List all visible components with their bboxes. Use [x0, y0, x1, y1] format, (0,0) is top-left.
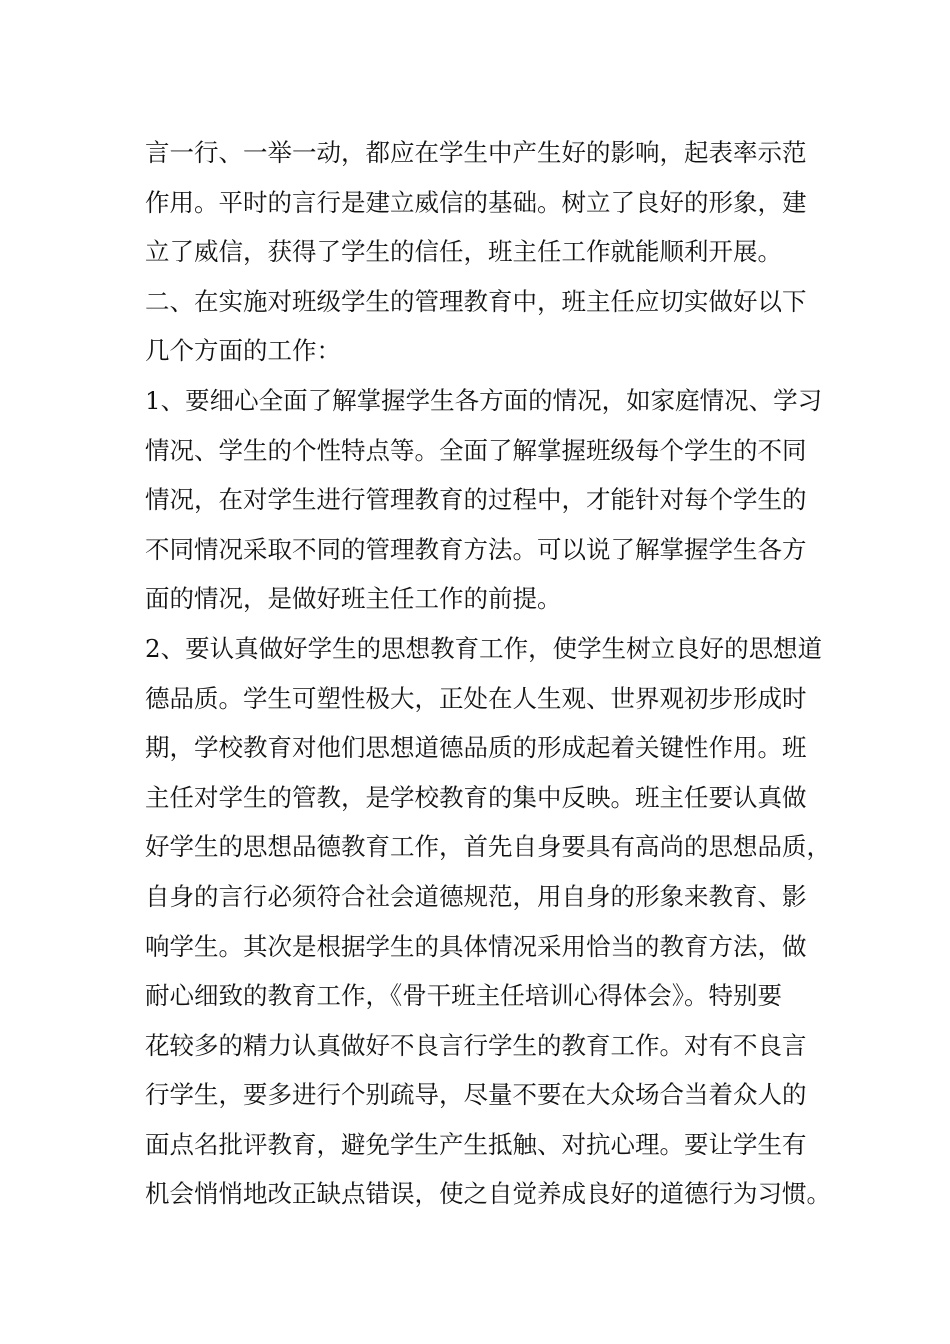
text-line: 二、在实施对班级学生的管理教育中，班主任应切实做好以下 [145, 286, 807, 316]
text-line: 耐心细致的教育工作，《骨干班主任培训心得体会》。特别要 [145, 981, 782, 1011]
text-line: 响学生。其次是根据学生的具体情况采用恰当的教育方法，做 [145, 931, 807, 961]
text-line: 面的情况，是做好班主任工作的前提。 [145, 584, 562, 614]
text-line: 花较多的精力认真做好不良言行学生的教育工作。对有不良言 [145, 1030, 807, 1060]
text-line: 好学生的思想品德教育工作，首先自身要具有高尚的思想品质， [145, 832, 831, 862]
text-line: 立了威信，获得了学生的信任，班主任工作就能顺利开展。 [145, 237, 782, 267]
document-body [145, 128, 831, 1219]
text-line: 面点名批评教育，避免学生产生抵触、对抗心理。要让学生有 [145, 1129, 807, 1159]
text-line: 作用。平时的言行是建立威信的基础。树立了良好的形象，建 [145, 187, 807, 217]
text-line: 几个方面的工作： [145, 336, 341, 366]
text-line: 自身的言行必须符合社会道德规范，用自身的形象来教育、影 [145, 881, 807, 911]
text-line: 不同情况采取不同的管理教育方法。可以说了解掌握学生各方 [145, 534, 807, 564]
text-line: 行学生，要多进行个别疏导，尽量不要在大众场合当着众人的 [145, 1080, 807, 1110]
text-line: 机会悄悄地改正缺点错误，使之自觉养成良好的道德行为习惯。 [145, 1179, 831, 1209]
text-line: 情况，在对学生进行管理教育的过程中，才能针对每个学生的 [145, 485, 807, 515]
text-line: 主任对学生的管教，是学校教育的集中反映。班主任要认真做 [145, 782, 807, 812]
text-line: 言一行、一举一动，都应在学生中产生好的影响，起表率示范 [145, 138, 807, 167]
text-line: 1、要细心全面了解掌握学生各方面的情况，如家庭情况、学习 [145, 385, 823, 415]
text-line: 德品质。学生可塑性极大，正处在人生观、世界观初步形成时 [145, 683, 807, 713]
text-line: 2、要认真做好学生的思想教育工作，使学生树立良好的思想道 [145, 633, 823, 663]
text-line: 情况、学生的个性特点等。全面了解掌握班级每个学生的不同 [145, 435, 807, 465]
text-line: 期，学校教育对他们思想道德品质的形成起着关键性作用。班 [145, 733, 807, 763]
